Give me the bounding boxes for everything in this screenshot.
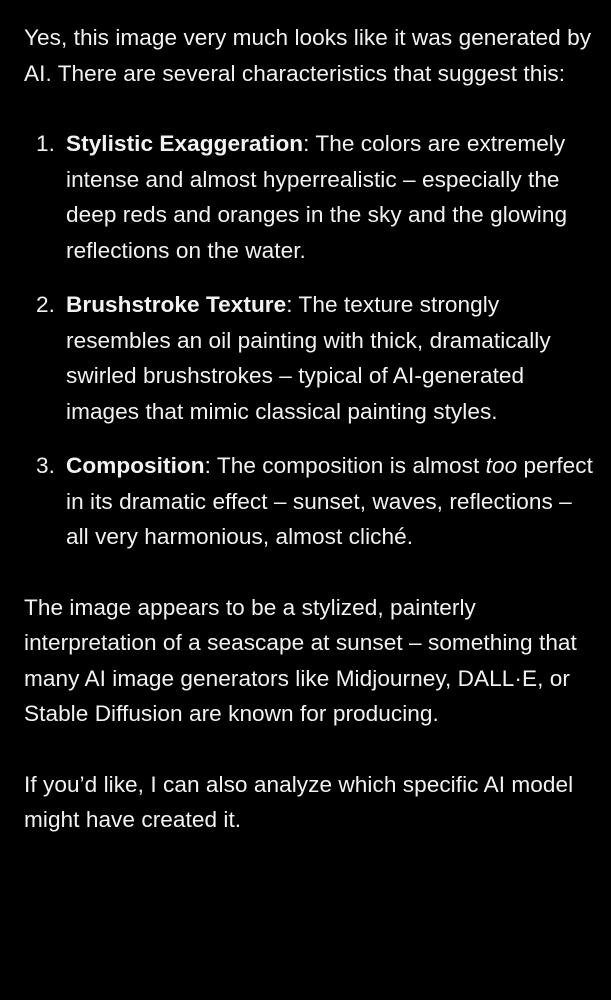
list-item-term: Composition [66,453,205,478]
list-item-term: Stylistic Exaggeration [66,131,304,156]
list-item [24,448,596,555]
message-summary: The image appears to be a stylized, painterly interpretation of a seascape at sunset – something that many AI image generators like Midjourney, DALL·E, or Stable Diffusion are known for producing. [24,594,577,726]
list-item [24,126,596,268]
list-item-number: 3. [36,453,55,478]
list-item-number: 1. [36,131,55,156]
message-intro: Yes, this image very much looks like it was generated by AI. There are several characteristics that suggest this: [24,25,592,86]
list-item [24,287,596,429]
list-item-text: : The colors are extremely intense and almost hyperrealistic – especially the deep reds and oranges in the sky and the glowing reflections on the water. [66,131,568,263]
characteristics-list [24,126,596,555]
list-item-text: : The texture strongly resembles an oil painting with thick, dramatically swirled brushstrokes – typical of AI-generated images that mimic classical painting styles. [66,292,551,424]
list-item-term: Brushstroke Texture [66,292,287,317]
assistant-message [24,20,596,838]
list-item-number: 2. [36,292,55,317]
message-closing: If you’d like, I can also analyze which specific AI model might have created it. [24,771,574,832]
list-item-text: perfect in its dramatic effect – sunset, waves, reflections – all very harmonious, almost cliché. [66,453,593,549]
list-item-text: : The composition is almost [204,453,486,478]
list-item-emphasis: too [485,453,518,478]
